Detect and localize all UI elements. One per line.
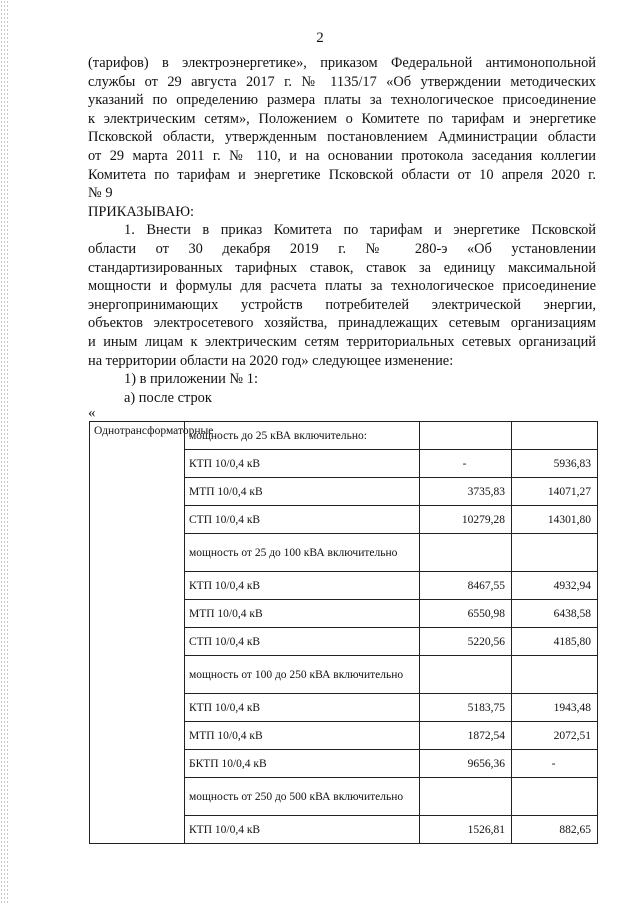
text-line: мощности и формулы для расчета платы за технологическое присоединение [88, 278, 596, 295]
value-cell: 1943,48 [512, 694, 598, 722]
scan-edge-noise [0, 0, 10, 905]
substation-name-cell: КТП 10/0,4 кВ [185, 572, 420, 600]
substation-name-cell: МТП 10/0,4 кВ [185, 478, 420, 506]
substation-name-cell: БКТП 10/0,4 кВ [185, 750, 420, 778]
tariff-table [89, 421, 598, 844]
text-line: Комитета по тарифам и энергетике Псковской области от 10 апреля 2020 г. [88, 166, 596, 183]
text-line: и иным лицам к электрическим сетям территориальных сетевых организаций [88, 333, 596, 350]
group-header-cell: мощность от 25 до 100 кВА включительно [185, 534, 420, 572]
value-cell: 882,65 [512, 816, 598, 844]
value-cell: - [512, 750, 598, 778]
text-line: (тарифов) в электроэнергетике», приказом Федеральной антимонопольной [88, 55, 596, 71]
value-cell: 1526,81 [420, 816, 512, 844]
empty-cell [512, 656, 598, 694]
value-cell: 5220,56 [420, 628, 512, 656]
value-cell: 2072,51 [512, 722, 598, 750]
text-line: энергопринимающих устройств потребителей электрической энергии, [88, 296, 596, 313]
substation-name-cell: КТП 10/0,4 кВ [185, 694, 420, 722]
value-cell: 14301,80 [512, 506, 598, 534]
value-cell: 5183,75 [420, 694, 512, 722]
empty-cell [512, 778, 598, 816]
text-line: к электрическим сетям», Положением о Комитете по тарифам и энергетике [88, 110, 596, 127]
value-cell: 5936,83 [512, 450, 598, 478]
value-cell: 9656,36 [420, 750, 512, 778]
text-line: службы от 29 августа 2017 г. № 1135/17 «Об утверждении методических [88, 73, 596, 90]
text-line: № 9 [88, 185, 113, 202]
empty-cell [512, 422, 598, 450]
value-cell: 4185,80 [512, 628, 598, 656]
text-line: объектов электросетевого хозяйства, принадлежащих сетевым организациям [88, 315, 596, 332]
sub-item-1: 1) в приложении № 1: [124, 371, 258, 388]
empty-cell [420, 422, 512, 450]
substation-name-cell: КТП 10/0,4 кВ [185, 816, 420, 844]
empty-cell [420, 656, 512, 694]
group-header-cell: мощность от 100 до 250 кВА включительно [185, 656, 420, 694]
text-line: области от 30 декабря 2019 г. № 280-э «Об установлении [88, 240, 596, 257]
value-cell: 6438,58 [512, 600, 598, 628]
sub-item-a: а) после строк [124, 389, 212, 406]
substation-name-cell: МТП 10/0,4 кВ [185, 722, 420, 750]
text-line: Псковской области, утвержденным постановлением Администрации области [88, 129, 596, 146]
text-line: указаний по определению размера платы за технологическое присоединение [88, 92, 596, 109]
group-header-cell: мощность от 250 до 500 кВА включительно [185, 778, 420, 816]
empty-cell [512, 534, 598, 572]
value-cell: 10279,28 [420, 506, 512, 534]
order-heading: ПРИКАЗЫВАЮ: [88, 203, 195, 220]
value-cell: 3735,83 [420, 478, 512, 506]
substation-name-cell: СТП 10/0,4 кВ [185, 628, 420, 656]
value-cell: 6550,98 [420, 600, 512, 628]
value-cell: 8467,55 [420, 572, 512, 600]
category-cell: Однотрансформаторные [90, 422, 185, 844]
text-line: на территории области на 2020 год» следующее изменение: [88, 352, 454, 369]
text-line: от 29 марта 2011 г. № 110, и на основании протокола заседания коллегии [88, 147, 596, 164]
empty-cell [420, 534, 512, 572]
text-line: 1. Внести в приказ Комитета по тарифам и энергетике Псковской [124, 222, 596, 239]
preamble-paragraph [88, 54, 596, 203]
empty-cell [420, 778, 512, 816]
order-text [88, 54, 596, 407]
value-cell: - [420, 450, 512, 478]
substation-name-cell: СТП 10/0,4 кВ [185, 506, 420, 534]
table-row [90, 422, 598, 450]
group-header-cell: мощность до 25 кВА включительно: [185, 422, 420, 450]
item-1-paragraph [88, 221, 596, 370]
text-line: стандартизированных тарифных ставок, ставок за единицу максимальной [88, 259, 596, 276]
substation-name-cell: КТП 10/0,4 кВ [185, 450, 420, 478]
value-cell: 14071,27 [512, 478, 598, 506]
quote-open-mark: « [88, 405, 96, 421]
substation-name-cell: МТП 10/0,4 кВ [185, 600, 420, 628]
value-cell: 1872,54 [420, 722, 512, 750]
page-number: 2 [316, 30, 324, 46]
value-cell: 4932,94 [512, 572, 598, 600]
